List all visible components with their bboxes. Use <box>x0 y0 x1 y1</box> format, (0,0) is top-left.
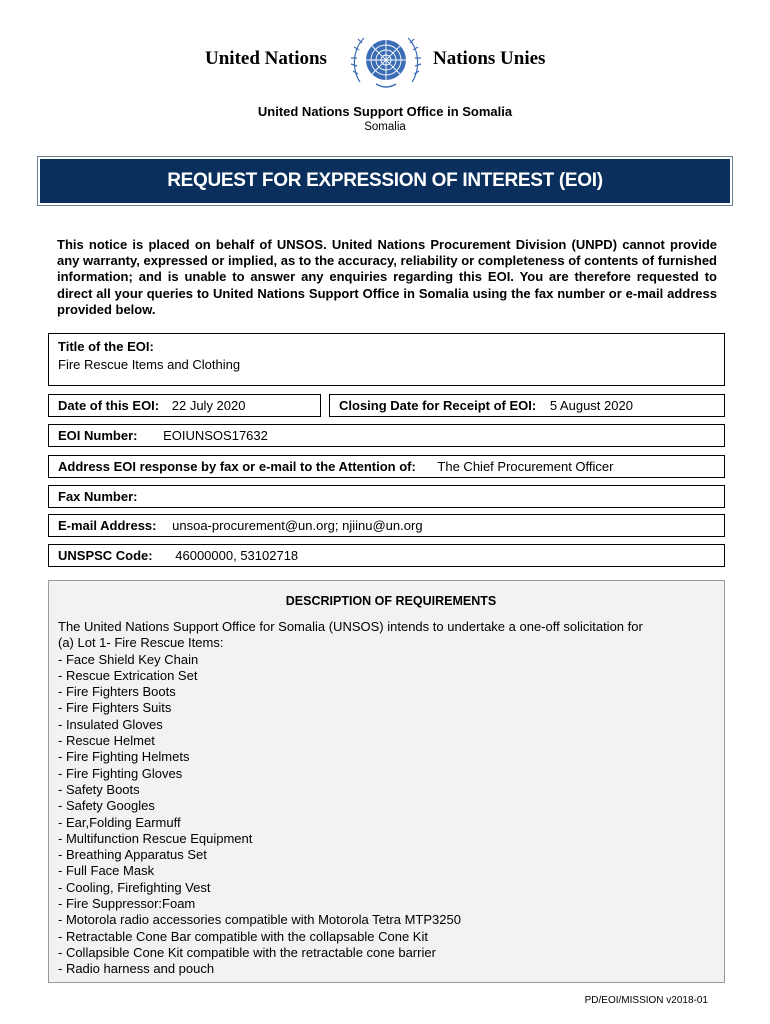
eoi-title-label: Title of the EOI: <box>58 339 154 354</box>
eoi-number-label: EOI Number: <box>58 428 138 443</box>
email-value[interactable]: unsoa-procurement@un.org; njiinu@un.org <box>172 518 423 533</box>
eoi-date-box <box>48 394 321 417</box>
list-item: - Breathing Apparatus Set <box>58 847 207 863</box>
eoi-number-box <box>48 424 725 447</box>
list-item: - Fire Suppressor:Foam <box>58 896 196 912</box>
list-item: - Face Shield Key Chain <box>58 651 199 667</box>
list-item: - Fire Fighters Boots <box>58 684 176 700</box>
closing-date-value: 5 August 2020 <box>549 398 633 413</box>
list-item: - Multifunction Rescue Equipment <box>58 830 253 846</box>
closing-date-label: Closing Date for Receipt of EOI: <box>339 398 537 413</box>
list-item: - Safety Googles <box>58 798 155 814</box>
description-lot: (a) Lot 1- Fire Rescue Items: <box>58 635 224 651</box>
footer-code: PD/EOI/MISSION v2018-01 <box>584 995 708 1006</box>
country-name: Somalia <box>364 121 406 133</box>
description-box <box>48 580 725 983</box>
org-name-english: United Nations <box>205 48 327 69</box>
unspsc-label: UNSPSC Code: <box>58 548 153 563</box>
list-item: - Rescue Extrication Set <box>58 667 198 683</box>
eoi-number-value: EOIUNSOS17632 <box>163 428 268 443</box>
list-item: - Insulated Gloves <box>58 716 163 732</box>
address-label: Address EOI response by fax or e-mail to the Attention of: <box>58 459 416 474</box>
eoi-title-value: Fire Rescue Items and Clothing <box>58 357 241 372</box>
description-intro: The United Nations Support Office for Somalia (UNSOS) intends to undertake a one-off solicitation for <box>58 619 643 634</box>
unspsc-box <box>48 544 725 567</box>
notice-paragraph: This notice is placed on behalf of UNSOS. United Nations Procurement Division (UNPD) cannot provide any warranty, expressed or implied, as to the accuracy, reliability or completeness of contents of furnished information; and is unable to answer any enquiries regarding this EOI. You are therefore requested to direct all your queries to United Nations Support Office in Somalia using the fax number or e-mail address provided below. <box>57 237 717 317</box>
closing-date-box <box>329 394 725 417</box>
unspsc-value: 46000000, 53102718 <box>175 548 299 563</box>
title-banner <box>37 156 733 206</box>
list-item: - Collapsible Cone Kit compatible with the retractable cone barrier <box>58 944 436 960</box>
list-item: - Rescue Helmet <box>58 733 155 749</box>
fax-box <box>48 485 725 508</box>
address-box <box>48 455 725 478</box>
list-item: - Fire Fighting Gloves <box>58 765 183 781</box>
un-emblem-icon <box>346 30 426 92</box>
list-item: - Ear,Folding Earmuff <box>58 814 181 830</box>
list-item: - Radio harness and pouch <box>58 961 215 977</box>
list-item: - Fire Fighting Helmets <box>58 749 190 765</box>
requirements-list <box>58 652 724 978</box>
eoi-title-box <box>48 333 725 386</box>
eoi-date-value: 22 July 2020 <box>171 398 246 413</box>
office-name: United Nations Support Office in Somalia <box>257 104 513 119</box>
email-box <box>48 514 725 537</box>
list-item: - Full Face Mask <box>58 863 155 879</box>
list-item: - Fire Fighters Suits <box>58 700 172 716</box>
eoi-date-label: Date of this EOI: <box>58 398 160 413</box>
list-item: - Safety Boots <box>58 781 140 797</box>
org-name-french: Nations Unies <box>433 48 546 69</box>
list-item: - Retractable Cone Bar compatible with the collapsable Cone Kit <box>58 928 428 944</box>
description-heading: DESCRIPTION OF REQUIREMENTS <box>285 594 497 608</box>
list-item: - Motorola radio accessories compatible with Motorola Tetra MTP3250 <box>58 912 461 928</box>
address-value: The Chief Procurement Officer <box>437 459 614 474</box>
email-label: E-mail Address: <box>58 518 157 533</box>
banner-title: REQUEST FOR EXPRESSION OF INTEREST (EOI) <box>40 159 730 203</box>
fax-label: Fax Number: <box>58 489 138 504</box>
list-item: - Cooling, Firefighting Vest <box>58 879 211 895</box>
